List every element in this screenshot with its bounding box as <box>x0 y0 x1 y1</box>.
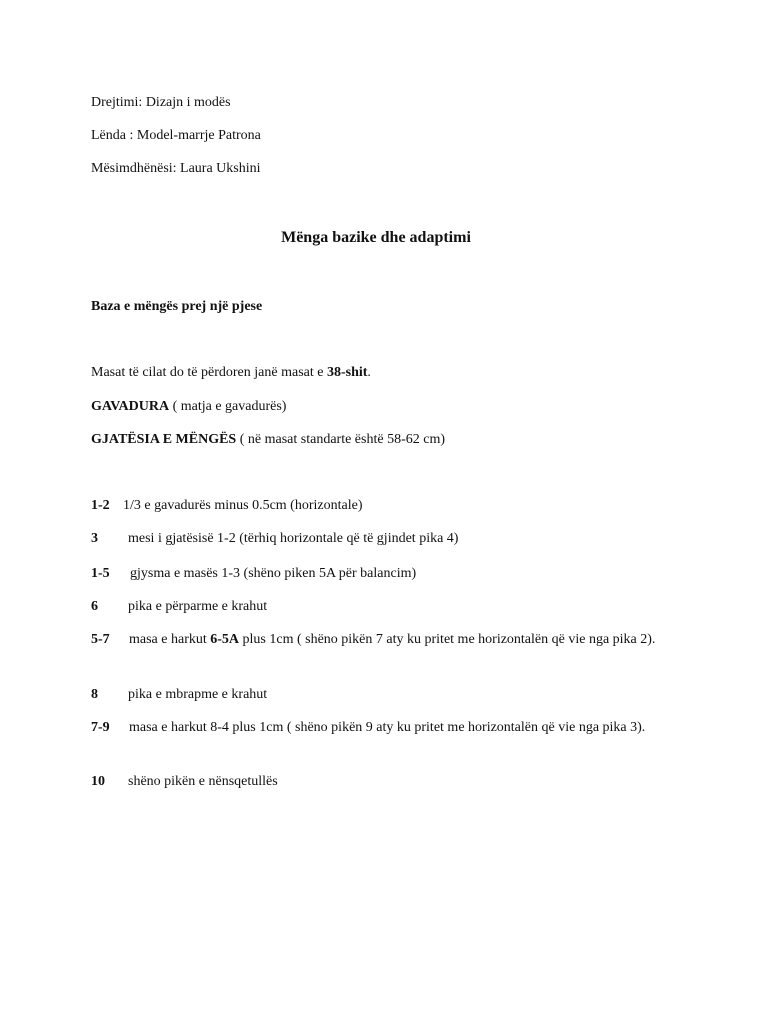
list-item <box>91 686 691 704</box>
list-item <box>91 598 691 616</box>
step-text-bold: 6-5A <box>210 632 240 647</box>
step-text-prefix: masa e harkut <box>129 632 211 647</box>
gjatesia-text: ( në masat standarte është 58-62 cm) <box>236 432 445 447</box>
step-number: 8 <box>91 687 98 702</box>
list-item <box>91 565 691 583</box>
intro-suffix: . <box>367 365 371 380</box>
gavadura-text: ( matja e gavadurës) <box>169 399 287 414</box>
step-text: pika e mbrapme e krahut <box>128 687 268 702</box>
header-teacher: Mësimdhënësi: Laura Ukshini <box>91 161 261 176</box>
step-number: 6 <box>91 599 98 614</box>
gjatesia-line <box>91 431 445 449</box>
section-subheading: Baza e mëngës prej një pjese <box>91 299 263 314</box>
step-text: 1/3 e gavadurës minus 0.5cm (horizontale) <box>123 498 363 513</box>
step-number: 7-9 <box>91 720 110 735</box>
header-subject: Lënda : Model-marrje Patrona <box>91 128 261 143</box>
list-item <box>91 497 691 515</box>
step-number: 1-5 <box>91 566 110 581</box>
header-direction: Drejtimi: Dizajn i modës <box>91 95 231 110</box>
list-item <box>91 773 691 791</box>
step-number: 10 <box>91 774 105 789</box>
step-text: mesi i gjatësisë 1-2 (tërhiq horizontale që të gjindet pika 4) <box>128 531 459 546</box>
gavadura-line <box>91 398 286 416</box>
list-item <box>91 530 691 548</box>
step-text: gjysma e masës 1-3 (shëno piken 5A për balancim) <box>130 566 417 581</box>
gjatesia-label: GJATËSIA E MËNGËS <box>91 432 237 447</box>
gavadura-label: GAVADURA <box>91 399 170 414</box>
step-number: 3 <box>91 531 98 546</box>
intro-prefix: Masat të cilat do të përdoren janë masat e <box>91 365 327 380</box>
step-text: pika e përparme e krahut <box>128 599 268 614</box>
step-number: 5-7 <box>91 632 110 647</box>
document-title: Mënga bazike dhe adaptimi <box>281 229 471 246</box>
step-text: plus 1cm ( shëno pikën 7 aty ku pritet me horizontalën që vie nga pika 2). <box>239 632 656 647</box>
intro-bold: 38-shit <box>326 365 368 380</box>
list-item <box>91 631 691 649</box>
step-number: 1-2 <box>91 498 110 513</box>
intro-paragraph <box>91 364 371 382</box>
step-text: masa e harkut 8-4 plus 1cm ( shëno pikën 9 aty ku pritet me horizontalën që vie nga pika 3). <box>129 720 646 735</box>
list-item <box>91 719 691 737</box>
step-text: shëno pikën e nënsqetullës <box>128 774 278 789</box>
